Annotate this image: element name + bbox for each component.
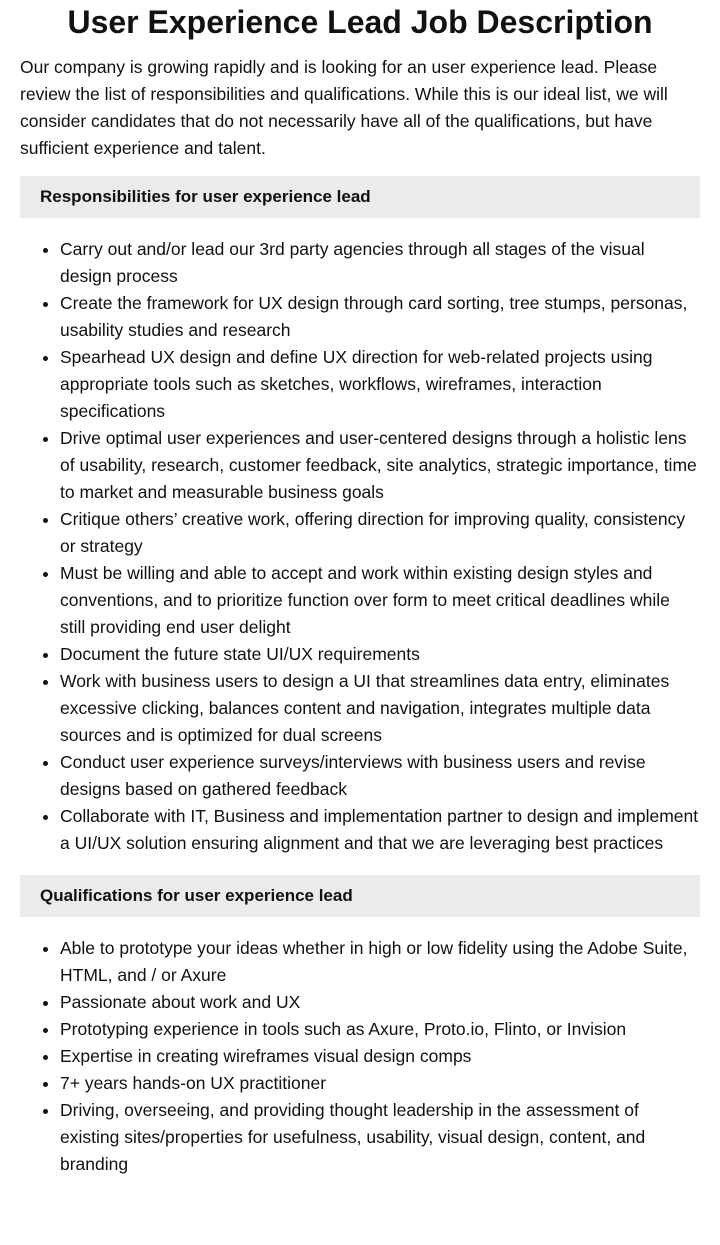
list-item: • Drive optimal user experiences and user-centered designs through a holistic lens of usability, research, customer feedback, site analytics, strategic importance, time to market and measurable business goals [60, 425, 700, 506]
list-item: • Create the framework for UX design through card sorting, tree stumps, personas, usability studies and research [60, 290, 700, 344]
list-item: • Driving, overseeing, and providing thought leadership in the assessment of existing sites/properties for usefulness, usability, visual design, content, and branding [60, 1097, 700, 1178]
list-item: • Passionate about work and UX [60, 989, 700, 1016]
list-item: • Conduct user experience surveys/interviews with business users and revise designs based on gathered feedback [60, 749, 700, 803]
list-item: • Critique others’ creative work, offering direction for improving quality, consistency or strategy [60, 506, 700, 560]
list-item: • Prototyping experience in tools such as Axure, Proto.io, Flinto, or Invision [60, 1016, 700, 1043]
list-item: • Must be willing and able to accept and work within existing design styles and conventions, and to prioritize function over form to meet critical deadlines while still providing end user delight [60, 560, 700, 641]
list-item: • Able to prototype your ideas whether in high or low fidelity using the Adobe Suite, HTML, and / or Axure [60, 935, 700, 989]
list-item: • Spearhead UX design and define UX direction for web-related projects using appropriate tools such as sketches, workflows, wireframes, interaction specifications [60, 344, 700, 425]
list-item: • Expertise in creating wireframes visual design comps [60, 1043, 700, 1070]
list-item: • Document the future state UI/UX requirements [60, 641, 700, 668]
list-item: • Collaborate with IT, Business and implementation partner to design and implement a UI/UX solution ensuring alignment and that we are leveraging best practices [60, 803, 700, 857]
responsibilities-heading: Responsibilities for user experience lead [20, 176, 700, 218]
page-title: User Experience Lead Job Description [67, 4, 653, 40]
qualifications-heading: Qualifications for user experience lead [20, 875, 700, 917]
qualifications-list [20, 935, 700, 1178]
responsibilities-list [20, 236, 700, 857]
list-item: • 7+ years hands-on UX practitioner [60, 1070, 700, 1097]
list-item: • Carry out and/or lead our 3rd party agencies through all stages of the visual design process [60, 236, 700, 290]
intro-paragraph: Our company is growing rapidly and is looking for an user experience lead. Please review the list of responsibilities and qualifications. While this is our ideal list, we will consider candidates that do not necessarily have all of the qualifications, but have sufficient experience and talent. [20, 57, 668, 158]
job-description [0, 2, 720, 1178]
list-item: • Work with business users to design a UI that streamlines data entry, eliminates excessive clicking, balances content and navigation, integrates multiple data sources and is optimized for dual screens [60, 668, 700, 749]
